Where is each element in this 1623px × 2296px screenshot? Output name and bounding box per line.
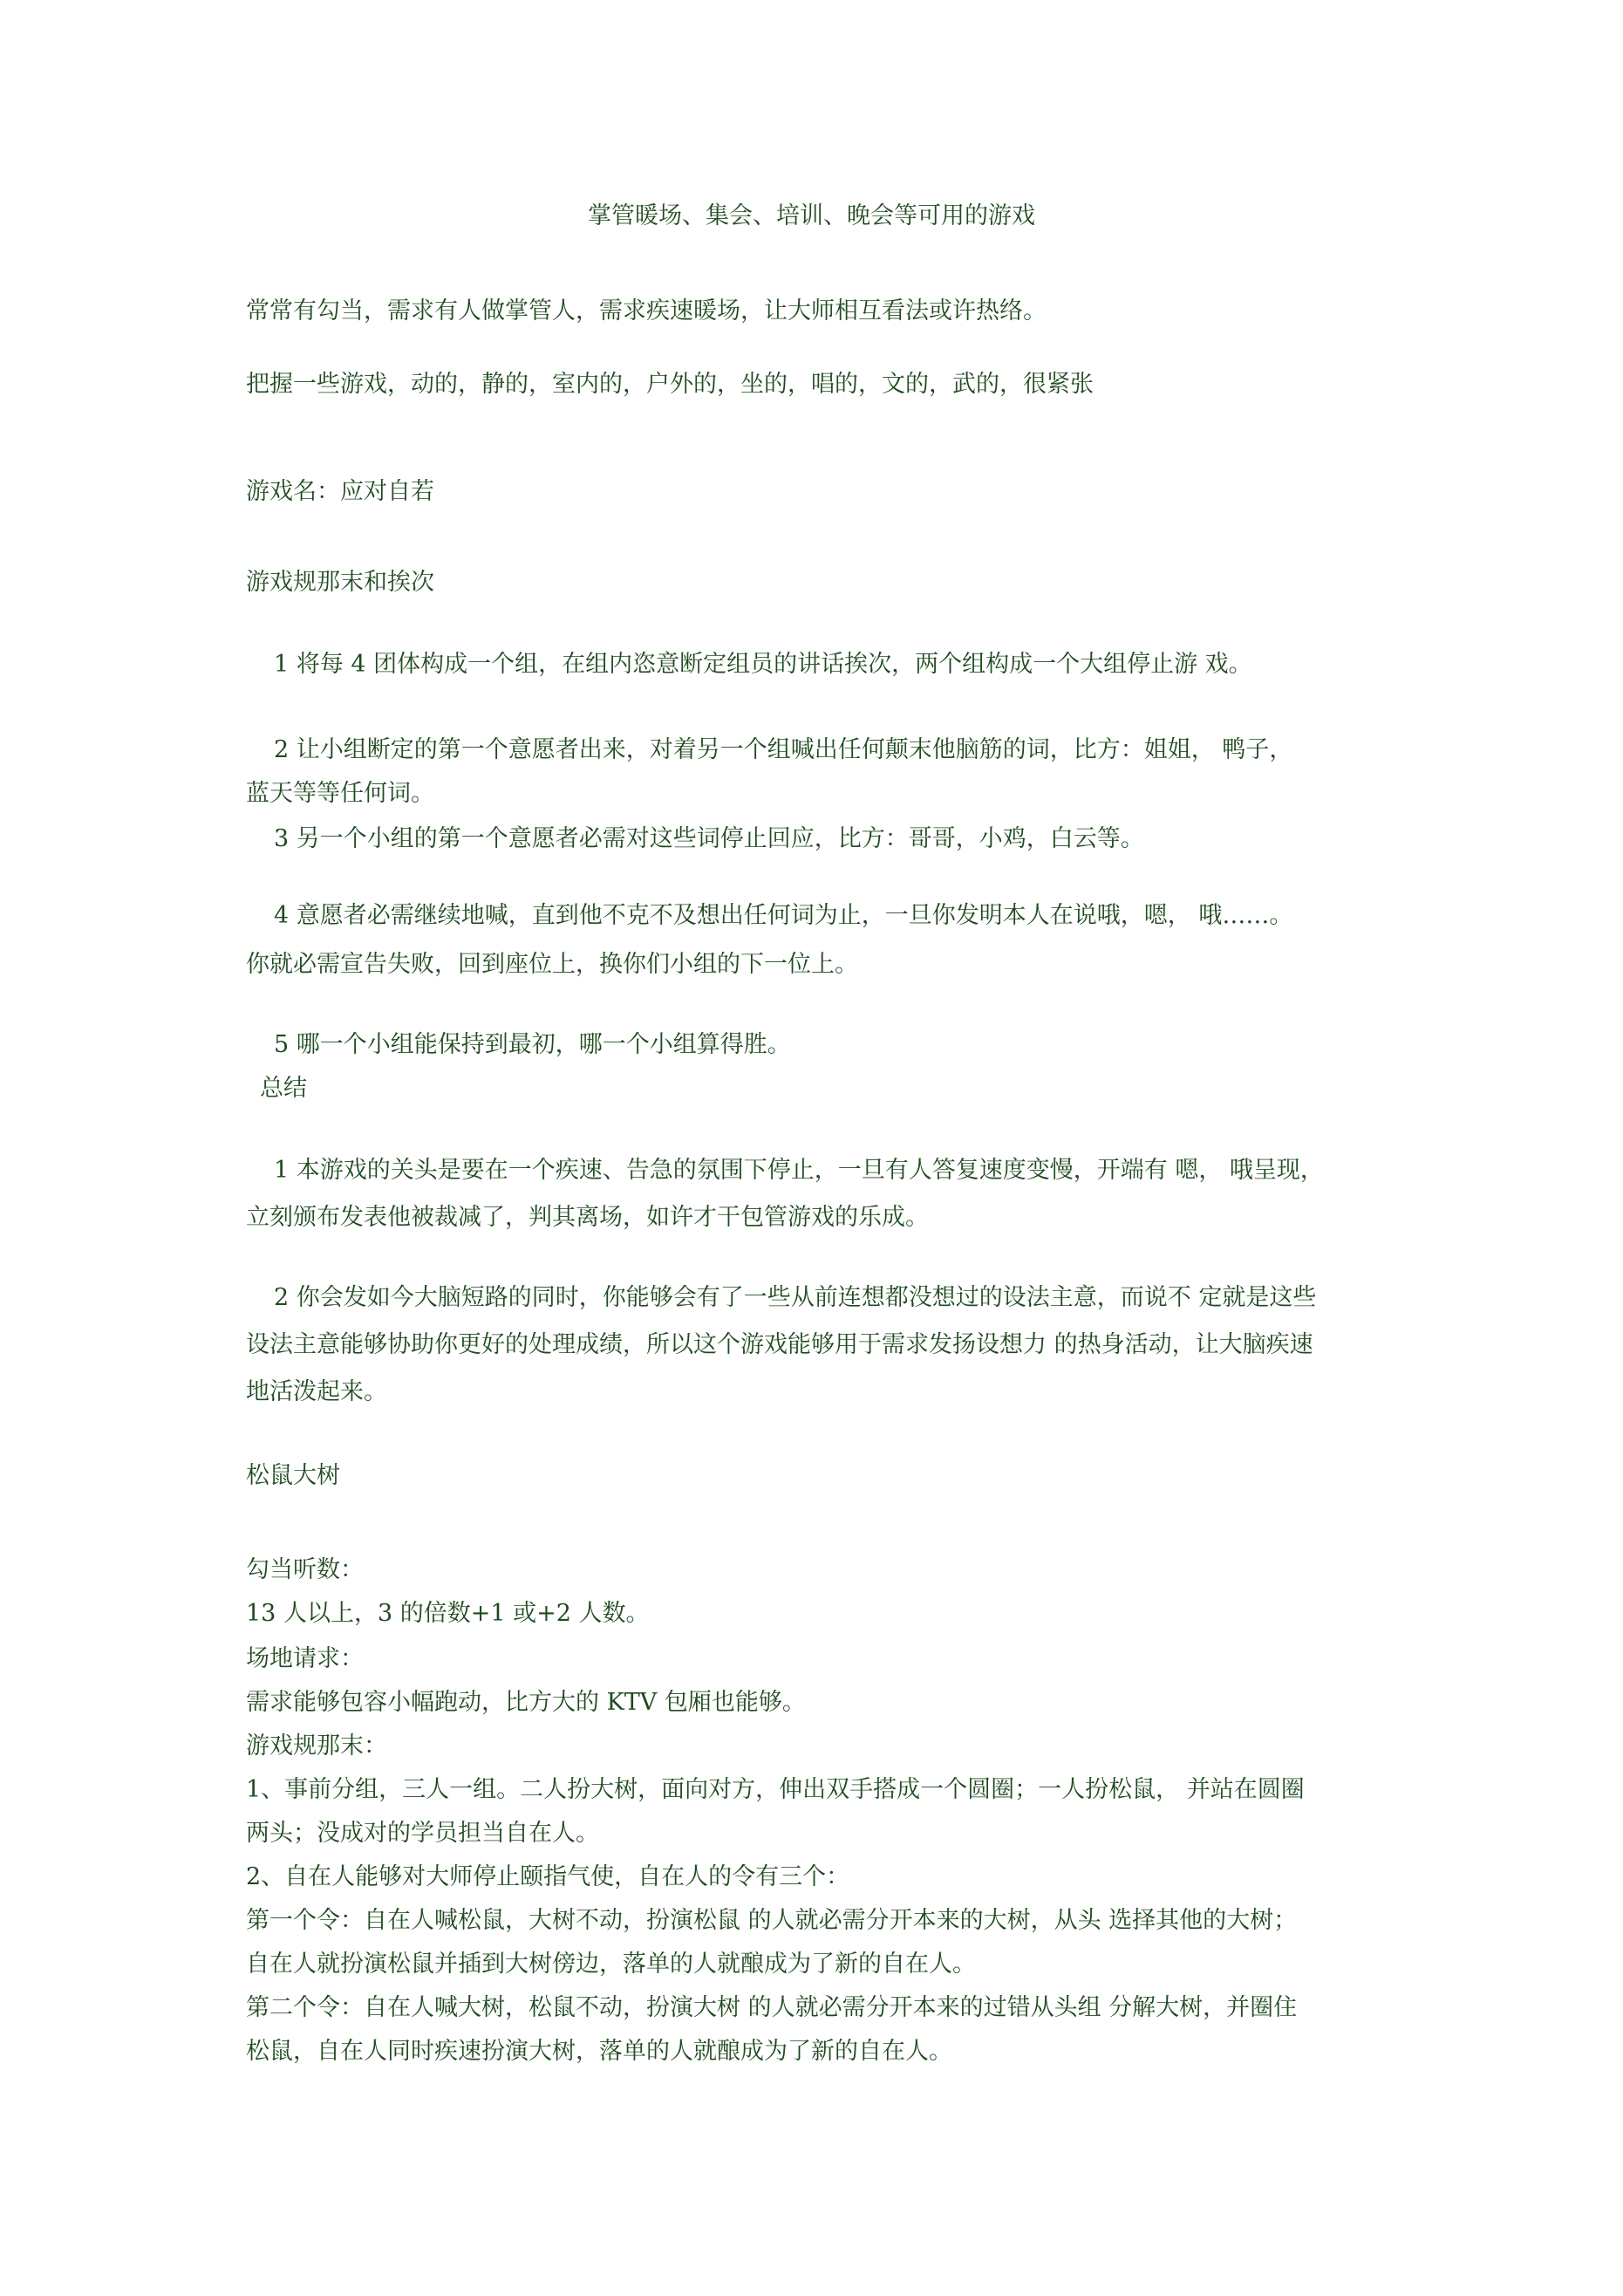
game1-name: 游戏名：应对自若 [246,478,434,505]
game2-name: 松鼠大树 [246,1462,340,1489]
intro-paragraph-2: 把握一些游戏，动的，静的，室内的，户外的，坐的，唱的，文的，武的，很紧张 [246,371,1094,398]
game1-summary-heading: 总结 [260,1075,307,1102]
game1-summary-2-line2: 设法主意能够协助你更好的处理成绩，所以这个游戏能够用于需求发扬设想力 的热身活动，让大脑疾速 [246,1331,1313,1358]
game1-rule-4: 4 意愿者必需继续地喊，直到他不克不及想出任何词为止，一旦你发明本人在说哦，嗯， 哦……。 [274,902,1293,929]
game1-summary-1: 1 本游戏的关头是要在一个疾速、告急的氛围下停止，一旦有人答复速度变慢，开端有 嗯， 哦呈现， [274,1157,1324,1184]
game2-line-8: 2、自在人能够对大师停止颐指气使，自在人的令有三个： [246,1863,850,1890]
game2-line-3: 场地请求： [246,1645,364,1672]
document-title: 掌管暖场、集会、培训、晚会等可用的游戏 [588,202,1035,229]
game1-rule-2-continued: 蓝天等等任何词。 [246,780,434,807]
game2-line-6: 1、事前分组，三人一组。二人扮大树，面向对方，伸出双手搭成一个圆圈；一人扮松鼠， 并站在圆圈 [246,1776,1305,1803]
game2-line-12: 松鼠，自在人同时疾速扮演大树，落单的人就酿成为了新的自在人。 [246,2038,952,2065]
game1-rule-4-continued: 你就必需宣告失败，回到座位上，换你们小组的下一位上。 [246,951,858,978]
game1-rule-1: 1 将每 4 团体构成一个组，在组内恣意断定组员的讲话挨次，两个组构成一个大组停止游 戏。 [274,651,1252,678]
game1-rule-2: 2 让小组断定的第一个意愿者出来，对着另一个组喊出任何颠末他脑筋的词，比方：姐姐， 鸭子， [274,736,1293,763]
game2-line-10: 自在人就扮演松鼠并插到大树傍边，落单的人就酿成为了新的自在人。 [246,1951,976,1978]
game2-line-2: 13 人以上，3 的倍数+1 或+2 人数。 [246,1600,650,1627]
game2-line-4: 需求能够包容小幅跑动，比方大的 KTV 包厢也能够。 [246,1689,806,1716]
game2-line-7: 两头；没成对的学员担当自在人。 [246,1820,599,1847]
game1-summary-1-continued: 立刻颁布发表他被裁减了，判其离场，如许才干包管游戏的乐成。 [246,1204,929,1231]
game1-rule-3: 3 另一个小组的第一个意愿者必需对这些词停止回应，比方：哥哥，小鸡，白云等。 [274,825,1144,852]
game1-summary-2: 2 你会发如今大脑短路的同时，你能够会有了一些从前连想都没想过的设法主意，而说不 定就是这些 [274,1284,1317,1311]
intro-paragraph-1: 常常有勾当，需求有人做掌管人，需求疾速暖场，让大师相互看法或许热络。 [246,297,1047,325]
game2-line-5: 游戏规那末： [246,1732,387,1760]
game1-rules-heading: 游戏规那末和挨次 [246,569,434,596]
game2-line-11: 第二个令：自在人喊大树，松鼠不动，扮演大树 的人就必需分开本来的过错从头组 分解大树，并圈住 [246,1994,1298,2021]
game1-summary-2-line3: 地活泼起来。 [246,1378,387,1405]
game1-rule-5: 5 哪一个小组能保持到最初，哪一个小组算得胜。 [274,1031,791,1058]
game2-line-1: 勾当听数： [246,1556,364,1583]
game2-line-9: 第一个令：自在人喊松鼠，大树不动，扮演松鼠 的人就必需分开本来的大树，从头 选择其他的大树； [246,1907,1298,1934]
